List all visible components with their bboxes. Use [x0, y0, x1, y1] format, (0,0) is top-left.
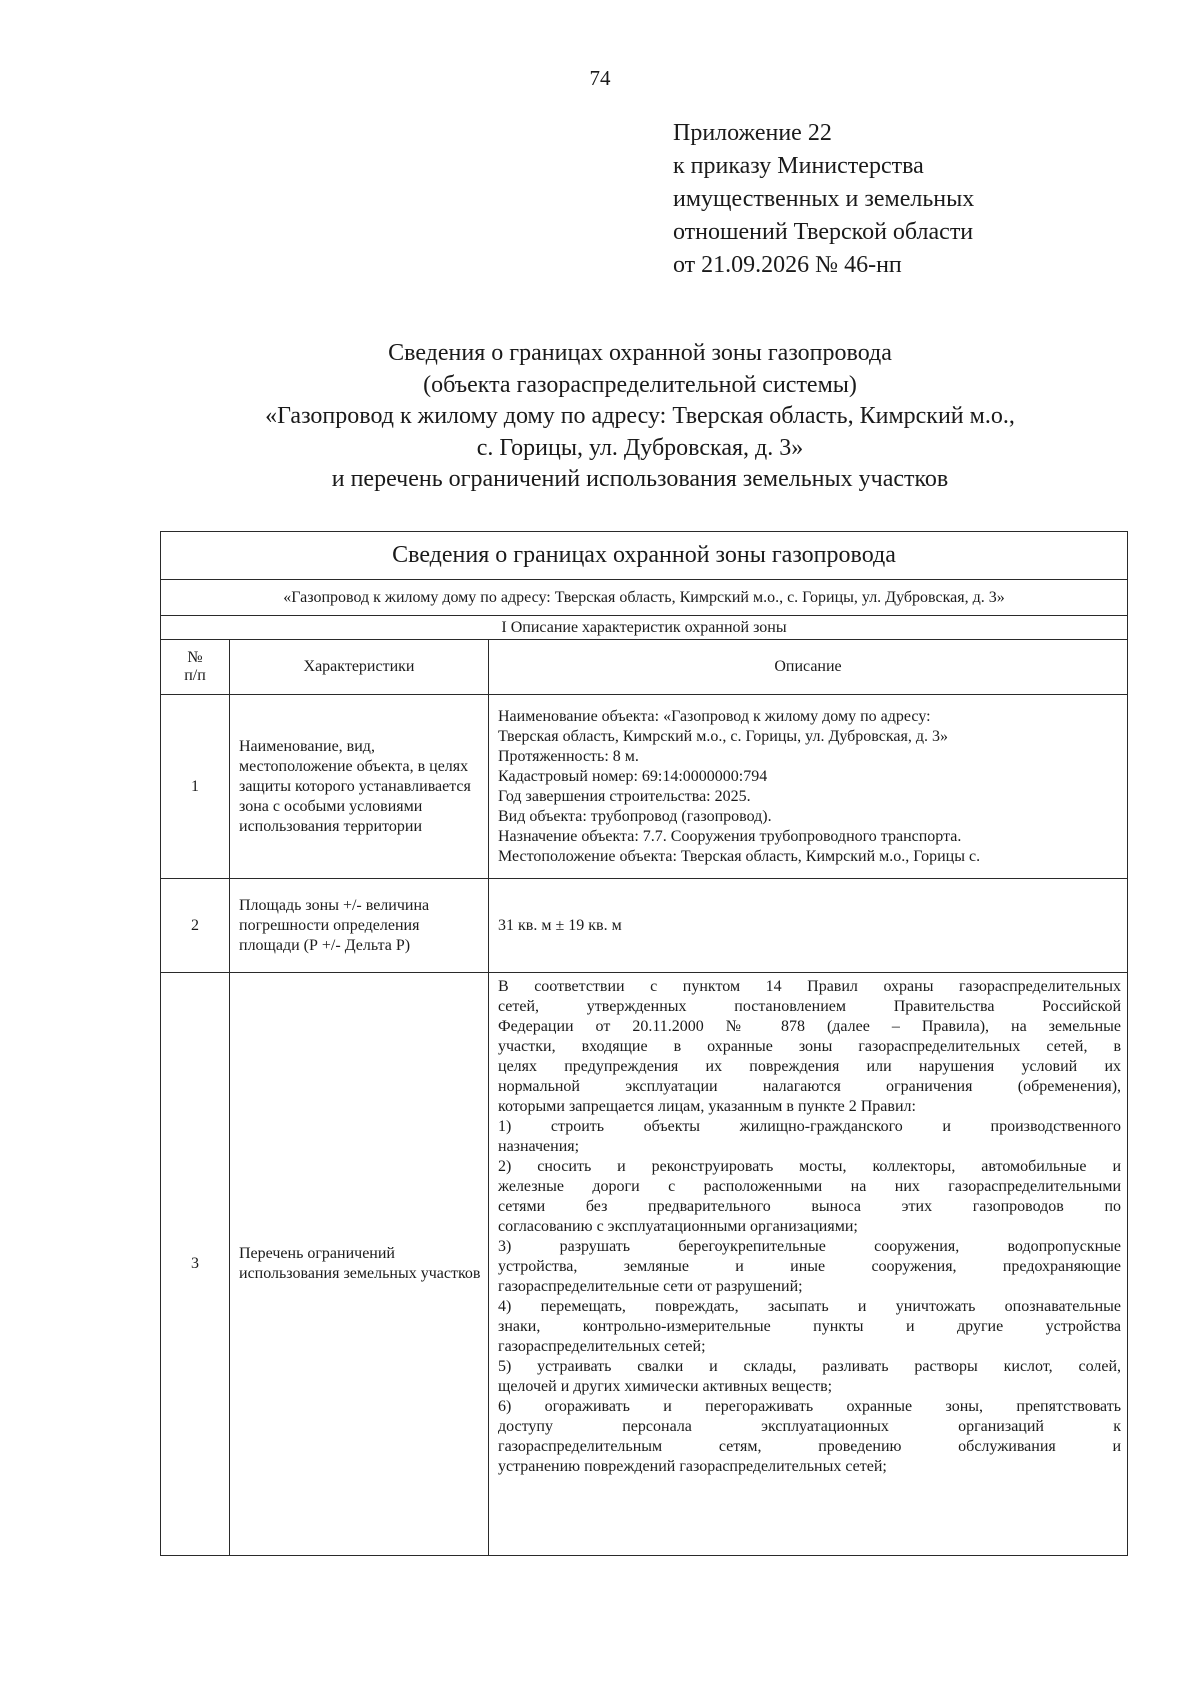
description-line: устранению повреждений газораспределительных сетей; [498, 1458, 887, 1475]
row-number: 1 [161, 695, 230, 879]
description-line: газораспределительным сетям, проведению обслуживания и [498, 1438, 1122, 1455]
description-line: сетями без предварительного выноса этих газопроводов по [498, 1198, 1122, 1215]
description-line: знаки, контрольно-измерительные пункты и другие устройства [498, 1318, 1122, 1335]
table-object-name: «Газопровод к жилому дому по адресу: Тверская область, Кимрский м.о., с. Горицы, ул. Дубровская, д. 3» [161, 580, 1128, 616]
row-number: 3 [161, 973, 230, 1556]
description-line: устройства, земляные и иные сооружения, предохраняющие [498, 1258, 1122, 1275]
zone-table [160, 531, 1128, 1556]
table-row [161, 879, 1128, 973]
page-number: 74 [589, 66, 611, 90]
appendix-line: к приказу Министерства [673, 153, 924, 179]
description-line: щелочей и других химически активных веществ; [498, 1378, 833, 1395]
column-header-number-line: № [187, 649, 203, 666]
description-line: нормальной эксплуатации налагаются ограничения (обременения), [498, 1078, 1122, 1095]
table-section-title: I Описание характеристик охранной зоны [161, 616, 1128, 640]
appendix-block [673, 117, 974, 282]
table-row [161, 695, 1128, 879]
description-line: Протяженность: 8 м. [498, 747, 639, 765]
description-line: 31 кв. м ± 19 кв. м [498, 916, 622, 934]
row-description [489, 879, 1128, 973]
description-line: 2) сносить и реконструировать мосты, коллекторы, автомобильные и [498, 1158, 1122, 1175]
title-line: с. Горицы, ул. Дубровская, д. 3» [476, 434, 804, 461]
description-line: 5) устраивать свалки и склады, разливать растворы кислот, солей, [498, 1358, 1122, 1375]
column-header-description: Описание [489, 640, 1128, 695]
row-number: 2 [161, 879, 230, 973]
appendix-line: отношений Тверской области [673, 219, 974, 245]
appendix-line: Приложение 22 [673, 120, 832, 146]
description-line: железные дороги с расположенными на них газораспределительными [498, 1178, 1122, 1195]
description-line: доступу персонала эксплуатационных организаций к [498, 1418, 1122, 1435]
description-line: В соответствии с пунктом 14 Правил охраны газораспределительных [498, 978, 1122, 995]
title-line: (объекта газораспределительной системы) [423, 371, 857, 398]
column-header-number-line: п/п [184, 667, 206, 684]
table-header-row [161, 640, 1128, 695]
description-line: Тверская область, Кимрский м.о., с. Горицы, ул. Дубровская, д. 3» [498, 727, 948, 745]
description-line: Кадастровый номер: 69:14:0000000:794 [498, 767, 768, 785]
row-characteristic: Площадь зоны +/- величина погрешности определения площади (Р +/- Дельта Р) [230, 879, 489, 973]
title-line: Сведения о границах охранной зоны газопровода [388, 340, 892, 366]
description-line: Федерации от 20.11.2000 № 878 (далее – Правила), на земельные [498, 1018, 1122, 1035]
description-line: 6) огораживать и перегораживать охранные зоны, препятствовать [498, 1398, 1122, 1415]
description-line: Местоположение объекта: Тверская область, Кимрский м.о., Горицы с. [498, 847, 981, 865]
description-line: Вид объекта: трубопровод (газопровод). [498, 807, 772, 825]
description-line: 3) разрушать берегоукрепительные сооружения, водопропускные [498, 1238, 1122, 1255]
description-line: газораспределительные сети от разрушений; [498, 1278, 803, 1295]
title-line: и перечень ограничений использования земельных участков [331, 466, 949, 492]
document-title [80, 338, 1200, 496]
description-line: Год завершения строительства: 2025. [498, 787, 751, 805]
description-line: которыми запрещается лицам, указанным в пункте 2 Правил: [498, 1098, 916, 1115]
appendix-line: от 21.09.2026 № 46-нп [673, 252, 902, 278]
appendix-line: имущественных и земельных [673, 186, 975, 212]
description-line: участки, входящие в охранные зоны газораспределительных сетей, в [498, 1038, 1122, 1055]
description-line: Наименование объекта: «Газопровод к жилому дому по адресу: [498, 707, 931, 725]
row-description [489, 973, 1128, 1556]
column-header-characteristics: Характеристики [230, 640, 489, 695]
description-line: сетей, утвержденных постановлением Правительства Российской [498, 998, 1122, 1015]
description-line: согласованию с эксплуатационными организациями; [498, 1218, 858, 1235]
title-line: «Газопровод к жилому дому по адресу: Тверская область, Кимрский м.о., [265, 403, 1015, 429]
description-line: назначения; [498, 1138, 580, 1155]
table-row [161, 973, 1128, 1556]
description-line: газораспределительных сетей; [498, 1338, 706, 1355]
row-characteristic: Перечень ограничений использования земельных участков [230, 973, 489, 1556]
table-heading: Сведения о границах охранной зоны газопровода [161, 532, 1128, 580]
description-line: 1) строить объекты жилищно-гражданского и производственного [498, 1118, 1122, 1135]
description-line: Назначение объекта: 7.7. Сооружения трубопроводного транспорта. [498, 827, 962, 845]
column-header-number [161, 640, 230, 695]
row-characteristic: Наименование, вид, местоположение объекта, в целях защиты которого устанавливается зона с особыми условиями использования территории [230, 695, 489, 879]
description-line: целях предупреждения их повреждения или нарушения условий их [498, 1058, 1122, 1075]
description-line: 4) перемещать, повреждать, засыпать и уничтожать опознавательные [498, 1298, 1122, 1315]
row-description [489, 695, 1128, 879]
